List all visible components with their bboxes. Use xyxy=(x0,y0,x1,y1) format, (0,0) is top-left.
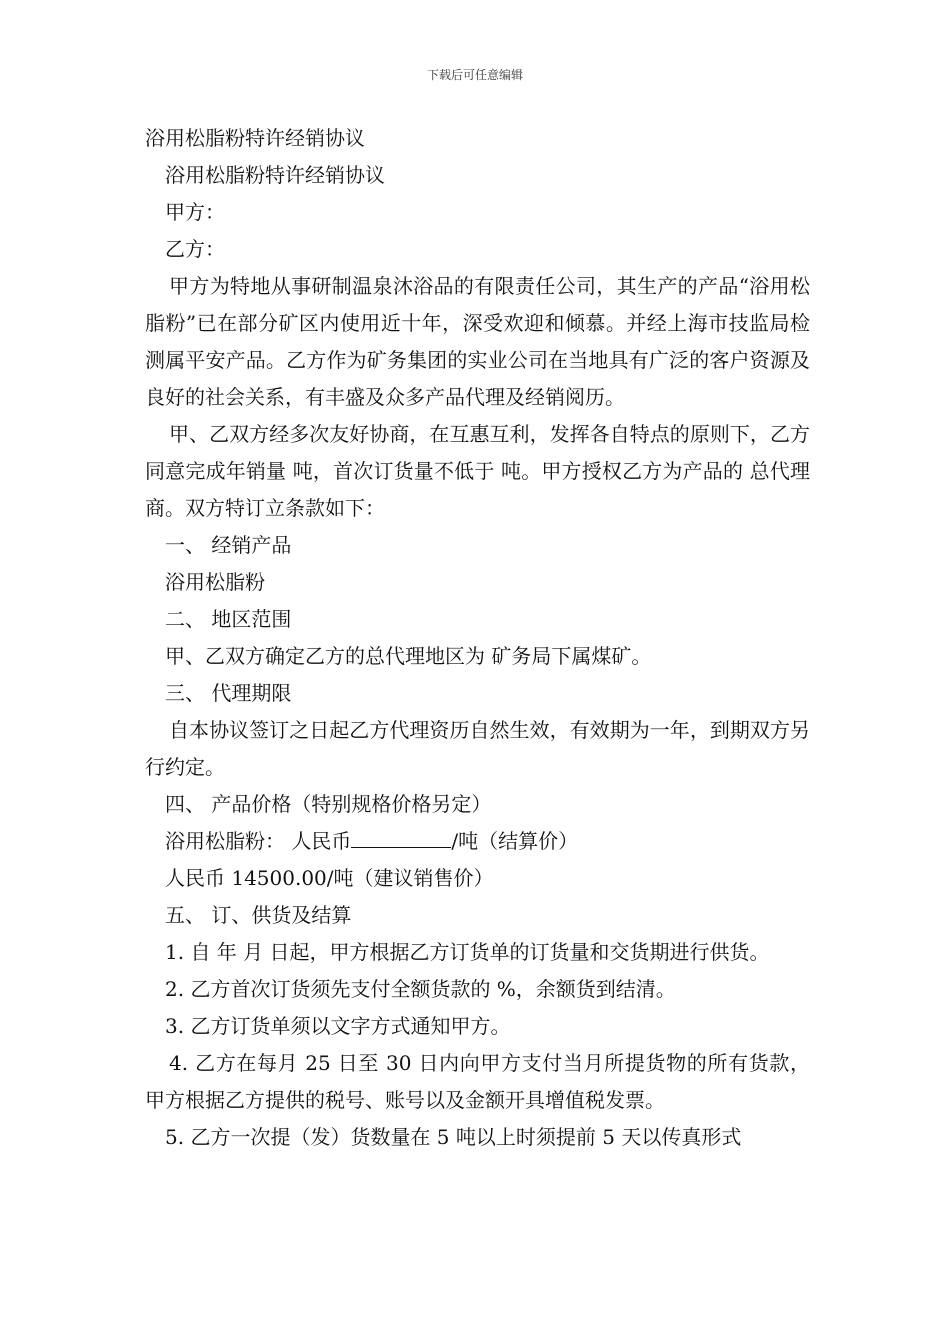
section-3-body: 自本协议签订之日起乙方代理资历自然生效，有效期为一年，到期双方另行约定。 xyxy=(145,718,810,779)
section-5-item-3: 3. 乙方订货单须以文字方式通知甲方。 xyxy=(165,1014,511,1038)
party-b-label: 乙方： xyxy=(165,237,225,261)
section-2-body: 甲、乙双方确定乙方的总代理地区为 矿务局下属煤矿。 xyxy=(165,644,652,668)
page-header-note: 下载后可任意编辑 xyxy=(426,68,523,82)
intro-paragraph: 甲方为特地从事研制温泉沐浴品的有限责任公司，其生产的产品“浴用松脂粉”已在部分矿区内使用近十年，深受欢迎和倾慕。并经上海市技监局检测属平安产品。乙方作为矿务集团的实业公司在当地具有广泛的客户资源及良好的社会关系，有丰盛及众多产品代理及经销阅历。 xyxy=(145,274,810,409)
section-5-item-1: 1. 自 年 月 日起，甲方根据乙方订货单的订货量和交货期进行供货。 xyxy=(165,940,770,964)
price-prefix: 浴用松脂粉： 人民币 xyxy=(165,829,352,853)
section-3-title: 三、 代理期限 xyxy=(165,681,292,705)
price-suffix: /吨（结算价） xyxy=(451,829,579,853)
party-a-label: 甲方： xyxy=(165,200,225,224)
section-4-retail-price: 人民币 14500.00/吨（建议销售价） xyxy=(165,866,494,890)
section-4-price-line xyxy=(145,823,810,860)
section-1-title: 一、 经销产品 xyxy=(165,533,292,557)
section-1-body: 浴用松脂粉 xyxy=(165,570,265,594)
agreement-title: 浴用松脂粉特许经销协议 xyxy=(165,163,385,187)
document-title: 浴用松脂粉特许经销协议 xyxy=(145,126,365,150)
agreement-paragraph: 甲、乙双方经多次友好协商，在互惠互利，发挥各自特点的原则下，乙方同意完成年销量 吨，首次订货量不低于 吨。甲方授权乙方为产品的 总代理商。双方特订立条款如下： xyxy=(145,422,810,520)
section-2-title: 二、 地区范围 xyxy=(165,607,292,631)
section-5-title: 五、 订、供货及结算 xyxy=(165,903,352,927)
section-5-item-5: 5. 乙方一次提（发）货数量在 5 吨以上时须提前 5 天以传真形式 xyxy=(165,1125,742,1149)
section-4-title: 四、 产品价格（特别规格价格另定） xyxy=(165,792,492,816)
price-blank-field xyxy=(351,825,451,848)
section-5-item-4: 4. 乙方在每月 25 日至 30 日内向甲方支付当月所提货物的所有货款，甲方根据乙方提供的税号、账号以及金额开具增值税发票。 xyxy=(145,1051,810,1112)
document-body xyxy=(145,120,810,1156)
section-5-item-2: 2. 乙方首次订货须先支付全额货款的 %，余额货到结清。 xyxy=(165,977,676,1001)
